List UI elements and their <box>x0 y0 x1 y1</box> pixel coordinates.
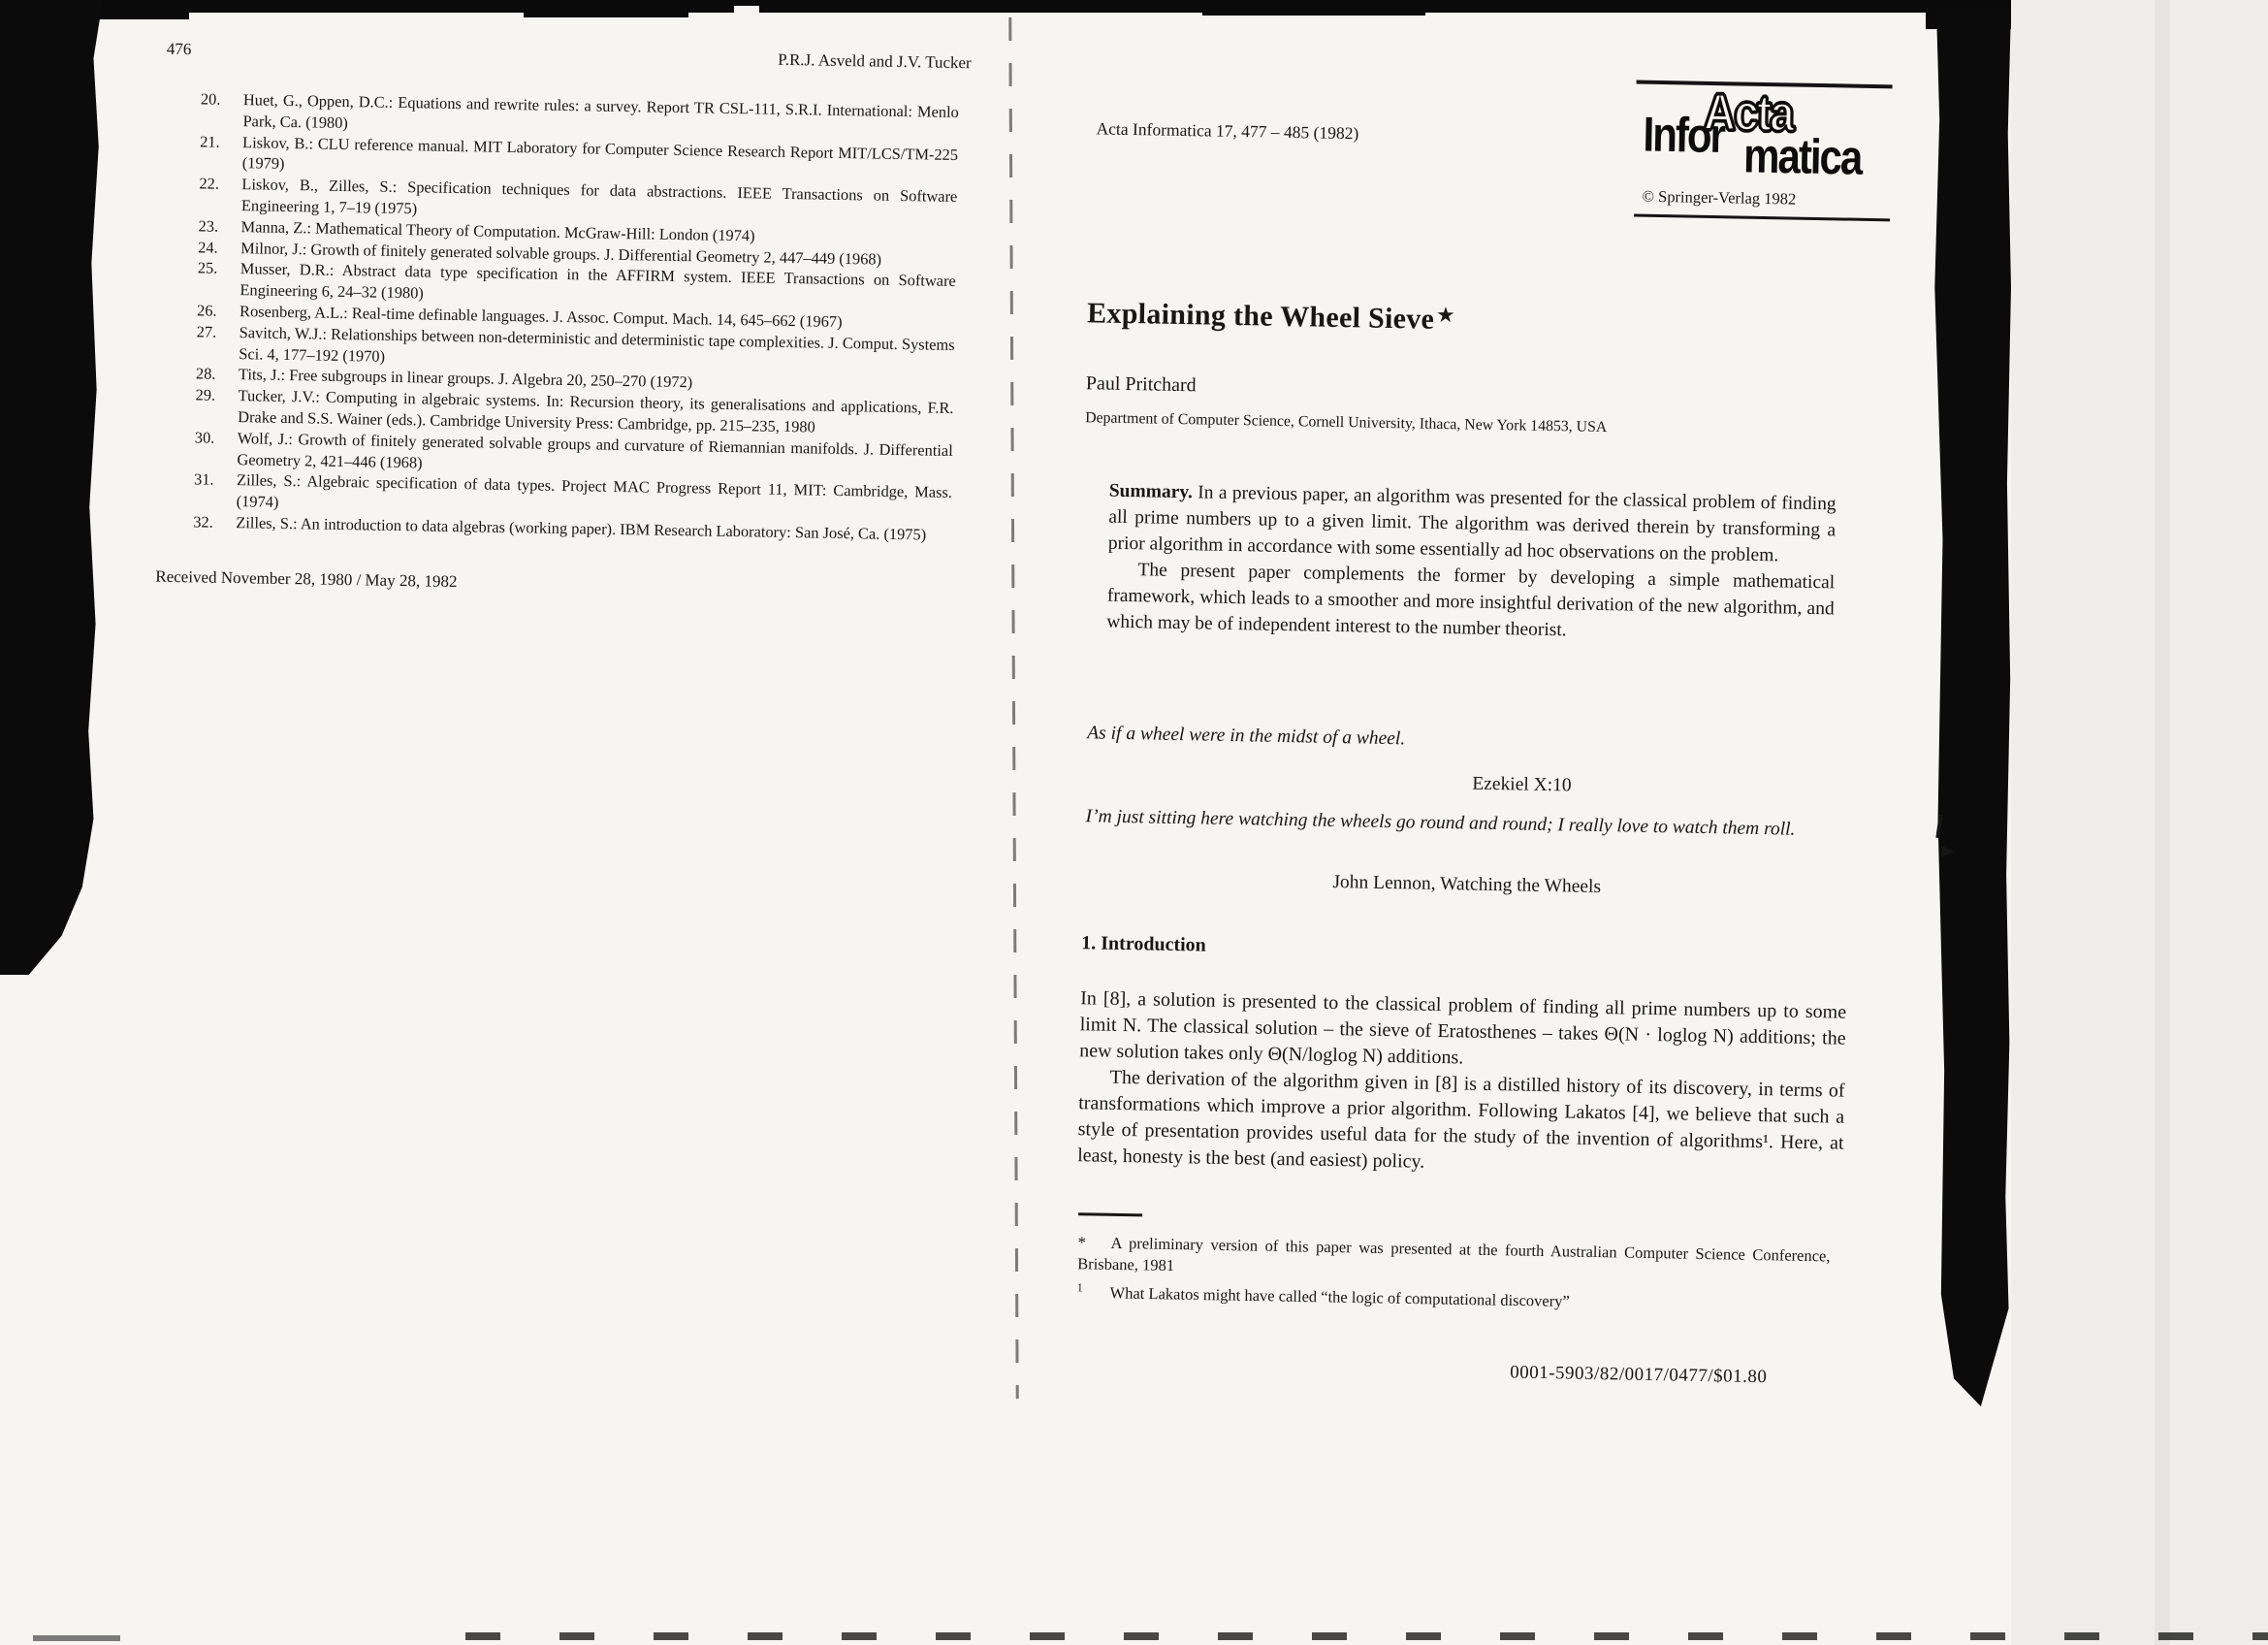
summary-label: Summary. <box>1108 480 1194 503</box>
scanner-edge-top-bump <box>1202 0 1425 16</box>
reference-text: Tucker, J.V.: Computing in algebraic systems. In: Recursion theory, its generalisations and applications, F.R. Drake and S.S. Wainer (eds.). Cambridge University Press: Cambridge, pp. 215–235, 1980 <box>238 386 954 436</box>
reference-list <box>193 89 959 546</box>
bottom-scan-marks <box>465 1632 2268 1640</box>
intro-paragraph-2: The derivation of the algorithm given in [8] is a distilled history of its discovery, in terms of transformations which improve a prior algorithm. Following Lakatos [4], we believe that such a style of presentation provides useful data for the study of the invention of algorithms¹. Here, at least, honesty is the best (and easiest) policy. <box>1077 1066 1845 1173</box>
reference-text: Liskov, B., Zilles, S.: Specification techniques for data abstractions. IEEE Transactions on Software Engineering 1, 7–19 (1975) <box>240 175 958 218</box>
footnote-one-text: What Lakatos might have called “the logic of computational discovery” <box>1109 1283 1570 1311</box>
author-affiliation: Department of Computer Science, Cornell University, Ithaca, New York 14853, USA <box>1085 409 1608 436</box>
logo-matica-text: matica <box>1742 127 1862 185</box>
reference-number: 28. <box>195 364 216 384</box>
summary-block <box>1106 478 1837 649</box>
scanner-edge-right <box>1932 8 2011 1406</box>
summary-text-1: In a previous paper, an algorithm was presented for the classical problem of finding all prime numbers up to a given limit. The algorithm was derived therein by transforming a prior algorithm in accordance with some essentially ad hoc observations on the problem. <box>1107 482 1837 566</box>
bottom-scan-mark-left <box>33 1635 120 1641</box>
reference-number: 32. <box>193 512 213 532</box>
paper-title <box>1087 297 1454 337</box>
reference-number: 24. <box>198 237 218 257</box>
page-fold-line <box>1008 17 1018 1399</box>
title-footnote-star-icon: ★ <box>1437 305 1454 327</box>
reference-number: 20. <box>200 89 221 109</box>
left-page-header <box>124 39 974 73</box>
reference-number: 29. <box>195 385 216 404</box>
footnote-one-marker: 1 <box>1076 1280 1083 1295</box>
received-note: Received November 28, 1980 / May 28, 1982 <box>155 566 458 591</box>
left-page <box>114 39 974 600</box>
footnote-divider <box>1078 1212 1142 1216</box>
reference-number: 25. <box>197 258 218 278</box>
scanner-edge-top-gap <box>734 6 759 14</box>
logo-acta-text: Acta <box>1703 81 1794 143</box>
reference-text: Savitch, W.J.: Relationships between non-deterministic and deterministic tape complexities. J. Comput. Systems Sci. 4, 177–192 (1970) <box>239 322 955 366</box>
reference-text: Musser, D.R.: Abstract data type specification in the AFFIRM system. IEEE Transactions on Software Engineering 6, 24–32 (1980) <box>240 259 956 303</box>
reference-text: Liskov, B.: CLU reference manual. MIT Laboratory for Computer Science Research Report MIT/LCS/TM-225 (1979) <box>241 132 959 174</box>
reference-number: 30. <box>194 428 215 447</box>
scanner-margin-shade <box>2011 0 2268 1645</box>
epigraph-2-text: I’m just sitting here watching the wheels go round and round; I really love to watch them roll. <box>1085 806 1796 840</box>
reference-number: 23. <box>198 216 219 236</box>
copyright-line: © Springer-Verlag 1982 <box>1642 186 1797 209</box>
intro-paragraph-1: In [8], a solution is presented to the classical problem of finding all prime numbers up to some limit N. The classical solution – the sieve of Eratosthenes – takes Θ(N · loglog N) additions; the new solution takes only Θ(N/loglog N) additions. <box>1079 987 1847 1069</box>
reference-text: Huet, G., Oppen, D.C.: Equations and rewrite rules: a survey. Report TR CSL-111, S.R.I. International: Menlo Park, Ca. (1980) <box>242 90 959 132</box>
summary-paragraph-1 <box>1108 478 1837 570</box>
introduction-body <box>1077 985 1846 1182</box>
epigraph-1-text: As if a wheel were in the midst of a wheel. <box>1087 723 1406 750</box>
reference-number: 31. <box>193 469 214 490</box>
right-page <box>1053 56 1864 1448</box>
reference-text: Tits, J.: Free subgroups in linear groups. J. Algebra 20, 250–270 (1972) <box>238 365 693 392</box>
logo-artwork <box>1643 81 1889 185</box>
reference-number: 21. <box>200 131 220 151</box>
running-header: P.R.J. Asveld and J.V. Tucker <box>778 49 972 73</box>
epigraph-1-attribution: Ezekiel X:10 <box>1472 773 1572 796</box>
reference-text: Manna, Z.: Mathematical Theory of Computation. McGraw-Hill: London (1974) <box>240 216 755 245</box>
footnote-star-marker: * <box>1077 1233 1087 1252</box>
logo-infor-text: Infor <box>1643 106 1725 163</box>
page-number: 476 <box>166 39 192 59</box>
acta-informatica-logo <box>1634 81 1893 222</box>
reference-text: Zilles, S.: Algebraic specification of data types. Project MAC Progress Report 11, MIT: Cambridge, Mass. (1974) <box>236 470 953 511</box>
paper-title-text: Explaining the Wheel Sieve <box>1086 297 1435 336</box>
journal-citation-line: Acta Informatica 17, 477 – 485 (1982) <box>1096 118 1359 144</box>
reference-number: 22. <box>199 174 220 193</box>
author-name: Paul Pritchard <box>1085 372 1197 397</box>
reference-text: Rosenberg, A.L.: Real-time definable languages. J. Assoc. Comput. Mach. 14, 645–662 (1967) <box>239 302 843 331</box>
scanner-edge-left <box>0 0 103 975</box>
reference-number: 27. <box>196 322 217 341</box>
footnote-block <box>1076 1232 1830 1319</box>
reference-text: Milnor, J.: Growth of finitely generated solvable groups. J. Differential Geometry 2, 447–449 (1968) <box>240 238 882 269</box>
epigraph-2-attribution: John Lennon, Watching the Wheels <box>1332 871 1602 898</box>
price-code: 0001-5903/82/0017/0477/$01.80 <box>1510 1362 1768 1388</box>
reference-text: Wolf, J.: Growth of finitely generated solvable groups and curvature of Riemannian manifolds. J. Differential Geometry 2, 421–446 (1968) <box>237 428 953 471</box>
section-heading-introduction: 1. Introduction <box>1081 932 1206 956</box>
summary-paragraph-2: The present paper complements the former by developing a simple mathematical framework, which leads to a smoother and more insightful derivation of the new algorithm, and which may be of independent interest to the number theorist. <box>1106 560 1836 641</box>
reference-number: 26. <box>196 301 217 320</box>
footnote-star-text: A preliminary version of this paper was presented at the fourth Australian Computer Science Conference, Brisbane, 1981 <box>1077 1233 1831 1275</box>
scanner-edge-top-bump <box>524 0 688 17</box>
scanner-margin-streak <box>2155 0 2170 1645</box>
reference-text: Zilles, S.: An introduction to data algebras (working paper). IBM Research Laboratory: San José, Ca. (1975) <box>236 513 927 544</box>
